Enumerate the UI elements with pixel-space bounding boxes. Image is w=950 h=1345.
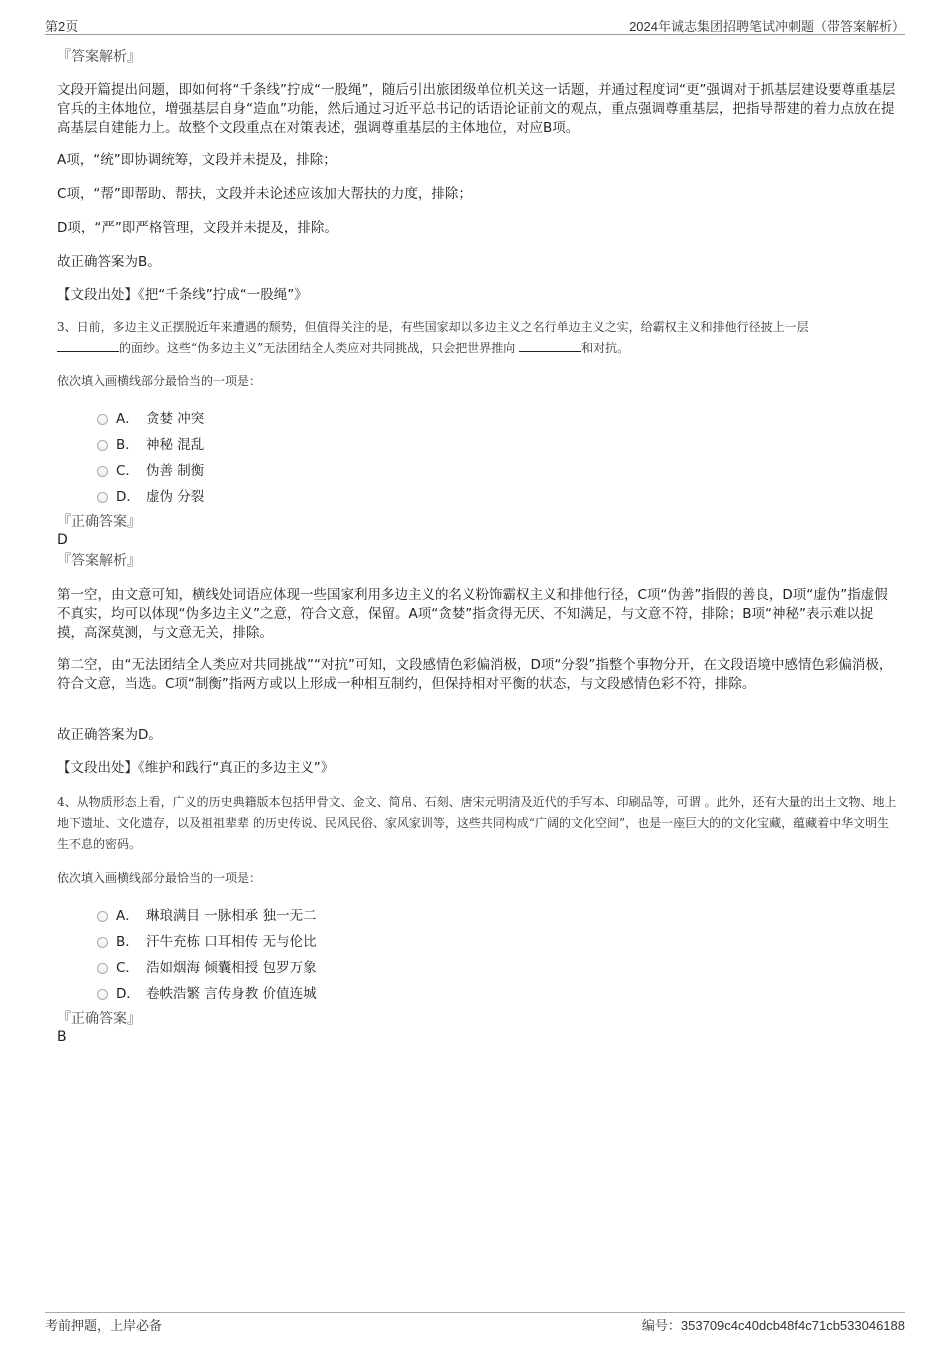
option-c[interactable]: C． 浩如烟海 倾囊相授 包罗万象 [97,955,317,977]
option-d[interactable]: D． 卷帙浩繁 言传身教 价值连城 [97,981,317,1003]
source: 【文段出处】《维护和践行“真正的多边主义”》 [57,760,335,776]
radio-icon[interactable] [97,911,108,922]
correct-answer-label: 『正确答案』 [57,514,141,530]
conclusion: 故正确答案为D。 [57,727,162,743]
question-3-stem: 3、日前，多边主义正摆脱近年来遭遇的颓势，但值得关注的是，有些国家却以多边主义之名行单边主义之实，给霸权主义和排他行径披上一层 的面纱。这些“伪多边主义”无法团结全人类应对共同挑战，只会把世界推向 和对抗。 [57,320,809,355]
analysis-paragraph: 文段开篇提出问题，即如何将“千条线”拧成“一股绳”，随后引出旅团级单位机关这一话题，并通过程度词“更”强调对于抓基层建设要尊重基层官兵的主体地位，增强基层自身“造血”功能，然后通过习近平总书记的话语论证前文的观点，重点强调尊重基层，把指导帮建的着力点放在提高基层自建能力上。故整个文段重点在对策表述，强调尊重基层的主体地位，对应B项。 [57,82,896,136]
radio-icon[interactable] [97,963,108,974]
correct-answer-label: 『正确答案』 [57,1011,141,1027]
correct-answer: D [57,532,68,548]
question-3-prompt: 依次填入画横线部分最恰当的一项是： [57,374,262,388]
analysis-option-c: C项，“帮”即帮助、帮扶，文段并未论述应该加大帮扶的力度，排除； [57,186,472,202]
option-c[interactable]: C． 伪善 制衡 [97,458,204,480]
analysis-paragraph-2: 第二空，由“无法团结全人类应对共同挑战”“对抗”可知，文段感情色彩偏消极，D项“分裂”指整个事物分开，在文段语境中感情色彩偏消极，符合文意，当选。C项“制衡”指两方或以上形成一种相互制约，但保持相对平衡的状态，与文段感情色彩不符，排除。 [57,657,893,692]
radio-icon[interactable] [97,414,108,425]
analysis-option-a: A项，“统”即协调统筹，文段并未提及，排除； [57,152,337,168]
option-b[interactable]: B． 神秘 混乱 [97,432,204,454]
option-d[interactable]: D． 虚伪 分裂 [97,484,204,506]
radio-icon[interactable] [97,989,108,1000]
analysis-label: 『答案解析』 [57,49,141,65]
document-id: 编号：353709c4c40dcb48f4c71cb533046188 [641,1318,905,1333]
radio-icon[interactable] [97,492,108,503]
source: 【文段出处】《把“千条线”拧成“一股绳”》 [57,287,308,303]
document-title: 2024年诚志集团招聘笔试冲刺题（带答案解析） [629,19,905,34]
option-b[interactable]: B． 汗牛充栋 口耳相传 无与伦比 [97,929,317,951]
page-header [45,14,905,35]
option-a[interactable]: A． 贪婪 冲突 [97,406,204,428]
blank-1 [57,339,119,352]
radio-icon[interactable] [97,440,108,451]
analysis-label: 『答案解析』 [57,553,141,569]
footer-slogan: 考前押题，上岸必备 [45,1318,163,1333]
page-number: 第2页 [45,19,79,34]
blank-2 [519,339,581,352]
question-4-prompt: 依次填入画横线部分最恰当的一项是： [57,871,262,885]
correct-answer: B [57,1029,67,1045]
radio-icon[interactable] [97,937,108,948]
page-footer [45,1312,905,1333]
option-a[interactable]: A． 琳琅满目 一脉相承 独一无二 [97,903,317,925]
analysis-paragraph-1: 第一空，由文意可知，横线处词语应体现一些国家利用多边主义的名义粉饰霸权主义和排他行径，C项“伪善”指假的善良，D项“虚伪”指虚假不真实，均可以体现“伪多边主义”之意，符合文意，保留。A项“贪婪”指贪得无厌、不知满足，与文意不符，排除；B项“神秘”表示难以捉摸，高深莫测，与文意无关，排除。 [57,587,888,641]
question-4-stem: 4、从物质形态上看，广义的历史典籍版本包括甲骨文、金文、简帛、石刻、唐宋元明清及近代的手写本、印刷品等，可谓 。此外，还有大量的出土文物、地上地下遗址、文化遗存，以及祖祖辈辈 的历史传说、民风民俗、家风家训等，这些共同构成“广阔的文化空间”，也是一座巨大的的文化宝藏，蕴藏着中华文明生生不息的密码。 [57,795,897,851]
radio-icon[interactable] [97,466,108,477]
analysis-option-d: D项，“严”即严格管理，文段并未提及，排除。 [57,220,338,236]
conclusion: 故正确答案为B。 [57,254,161,270]
